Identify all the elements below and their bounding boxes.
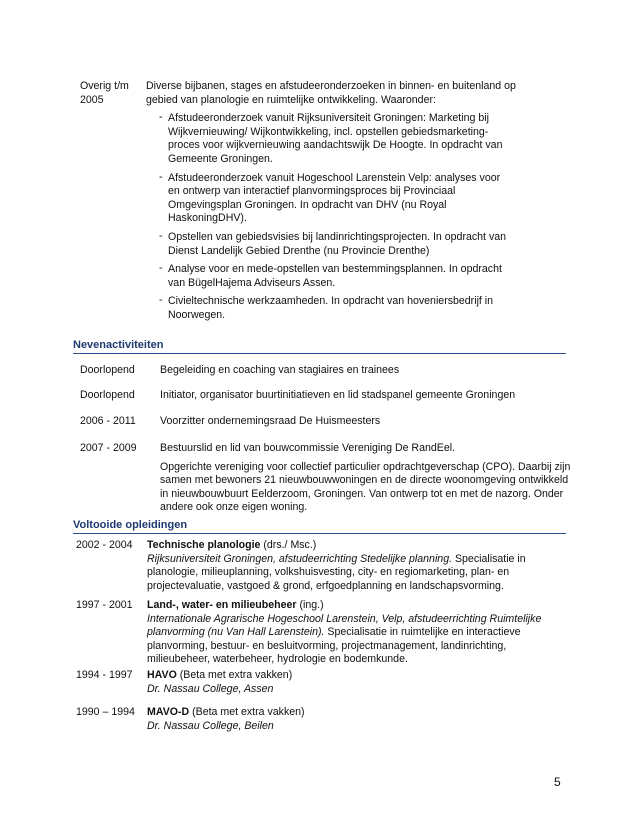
bullet-item xyxy=(146,112,514,166)
opleiding-body xyxy=(147,720,542,734)
opleiding-title-line xyxy=(147,669,542,683)
entry-description xyxy=(146,80,516,328)
bullet-dash: - xyxy=(159,294,163,307)
bullet-dash: - xyxy=(159,262,163,275)
opleiding-institution: Dr. Nassau College, Assen xyxy=(147,682,274,695)
opleiding-details: Specialisatie in planologie, milieuplanning, volkshuisvesting, city- en regiomarketing, plan- en projectevaluatie, vastgoed & grond, erfgoedplanning en landschapsvorming. xyxy=(147,552,526,592)
opleiding-description xyxy=(147,669,542,696)
entry-intro: Diverse bijbanen, stages en afstudeeronderzoeken in binnen- en buitenland op gebied van planologie en ruimtelijke ontwikkeling. Waaronder: xyxy=(146,80,516,106)
date-line-1: Overig t/m xyxy=(80,80,129,92)
bullet-item xyxy=(146,263,514,290)
row-text xyxy=(160,364,575,378)
bullet-item xyxy=(146,172,514,226)
opleiding-description xyxy=(147,706,542,733)
row-date: 1994 - 1997 xyxy=(76,669,133,681)
row-date: 1997 - 2001 xyxy=(76,599,133,611)
section-heading-nevenactiviteiten: Nevenactiviteiten xyxy=(73,339,566,354)
opleiding-details: Specialisatie in ruimtelijke en interactieve planvorming, bestuur- en besluitvorming, projectmanagement, landinrichting, milieubeheer, waterbeheer, hydrologie en bodemkunde. xyxy=(147,626,521,666)
row-date: 2002 - 2004 xyxy=(76,539,133,551)
opleiding-title: HAVO xyxy=(147,669,177,681)
bullet-dash: - xyxy=(159,170,163,183)
bullet-dash: - xyxy=(159,229,163,242)
opleiding-title-line xyxy=(147,539,542,553)
bullet-text: Afstudeeronderzoek vanuit Hogeschool Larenstein Velp: analyses voor en ontwerp van interactief planvormingsproces bij Provinciaal Omgevingsplan Groningen. In opdracht van DHV (nu Royal HaskoningDHV). xyxy=(168,171,501,225)
opleiding-title: Land-, water- en milieubeheer xyxy=(147,599,297,611)
row-text xyxy=(160,415,575,429)
opleiding-degree: (Beta met extra vakken) xyxy=(176,669,293,681)
opleiding-degree: (drs./ Msc.) xyxy=(260,539,317,551)
bullet-dash: - xyxy=(159,111,163,124)
opleiding-institution: Rijksuniversiteit Groningen, afstudeerrichting Stedelijke planning. xyxy=(147,552,453,565)
bullet-text: Afstudeeronderzoek vanuit Rijksuniversiteit Groningen: Marketing bij Wijkvernieuwing/ Wijkontwikkeling, incl. opstellen gebiedsmarketing-proces voor wijkvernieuwing aandachtswijk De Hoogte. In opdracht van Gemeente Groningen. xyxy=(168,112,503,165)
row-date: 1990 – 1994 xyxy=(76,706,135,718)
row-date: Doorlopend xyxy=(80,389,135,401)
bullet-item xyxy=(146,231,514,258)
opleiding-description xyxy=(147,599,542,667)
opleiding-degree: (ing.) xyxy=(296,599,324,611)
row-text-line: Begeleiding en coaching van stagiaires en trainees xyxy=(160,364,400,376)
row-text xyxy=(160,389,575,403)
bullet-text: Opstellen van gebiedsvisies bij landinrichtingsprojecten. In opdracht van Dienst Landelijk Gebied Drenthe (nu Provincie Drenthe) xyxy=(168,230,507,257)
opleiding-title: Technische planologie xyxy=(147,539,261,551)
opleiding-institution: Internationale Agrarische Hogeschool Larenstein, Velp, afstudeerrichting Ruimtelijke planvorming (nu Van Hall Larenstein). xyxy=(147,612,542,639)
row-date: Doorlopend xyxy=(80,364,135,376)
opleiding-title-line xyxy=(147,706,542,720)
date-line-2: 2005 xyxy=(80,93,104,106)
row-text-line: Voorzitter ondernemingsraad De Huismeesters xyxy=(160,415,381,427)
opleiding-body xyxy=(147,553,542,594)
opleiding-description xyxy=(147,539,542,593)
opleiding-body xyxy=(147,683,542,697)
opleiding-body xyxy=(147,613,542,667)
opleiding-title-line xyxy=(147,599,542,613)
bullet-item xyxy=(146,295,514,322)
row-extra-text: Opgerichte vereniging voor collectief particulier opdrachtgeverschap (CPO). Daarbij zijn samen met bewoners 21 nieuwbouwwoningen en de directe woonomgeving ontwikkeld in nieuwbouwbuurt Eelderzoom, Groningen. Van ontwerp tot en met de nazorg. Onder andere ook onze eigen woning. xyxy=(160,460,571,514)
bullet-text: Analyse voor en mede-opstellen van bestemmingsplannen. In opdracht van BügelHajema Adviseurs Assen. xyxy=(168,263,502,289)
entry-date xyxy=(80,80,150,107)
row-text-line: Bestuurslid en lid van bouwcommissie Vereniging De RandEel. xyxy=(160,442,456,454)
bullet-list xyxy=(146,112,516,322)
bullet-text: Civieltechnische werkzaamheden. In opdracht van hoveniersbedrijf in Noorwegen. xyxy=(168,295,494,321)
page-number: 5 xyxy=(554,775,561,789)
row-text-line: Initiator, organisator buurtinitiatieven en lid stadspanel gemeente Groningen xyxy=(160,389,516,401)
section-heading-opleidingen: Voltooide opleidingen xyxy=(73,519,566,534)
row-date: 2007 - 2009 xyxy=(80,442,137,454)
opleiding-title: MAVO-D xyxy=(147,706,190,718)
row-text xyxy=(160,442,575,515)
opleiding-institution: Dr. Nassau College, Beilen xyxy=(147,719,274,732)
opleiding-degree: (Beta met extra vakken) xyxy=(189,706,305,718)
row-date: 2006 - 2011 xyxy=(80,415,136,427)
